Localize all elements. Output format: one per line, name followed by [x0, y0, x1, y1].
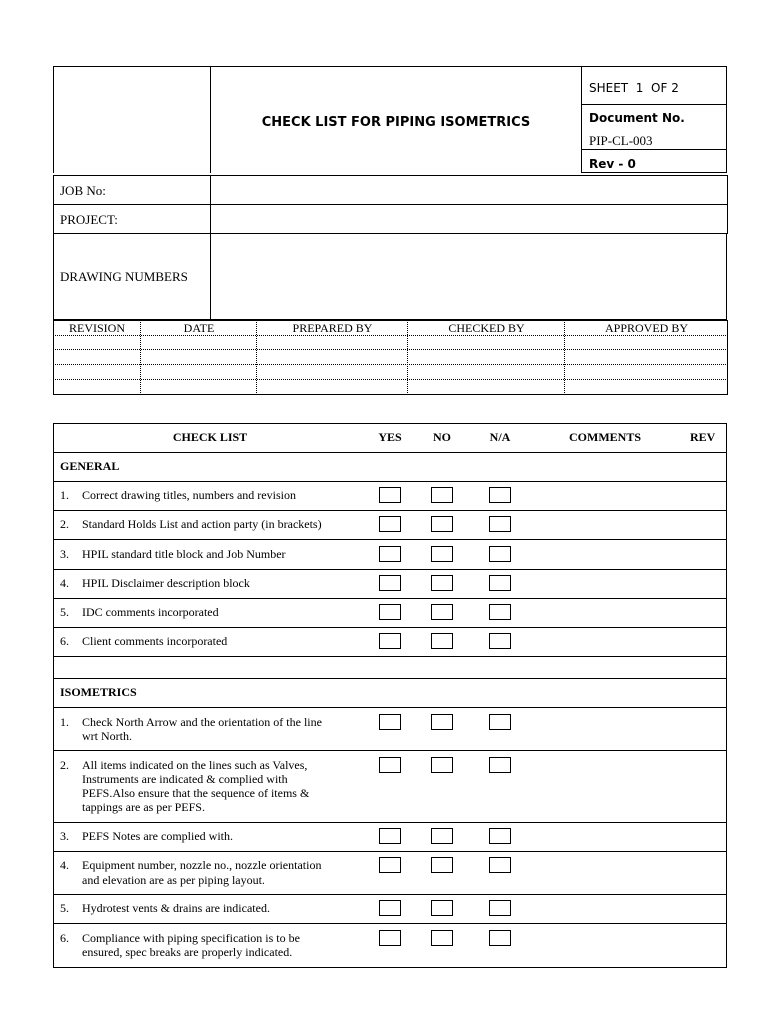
item-number: 2.	[60, 517, 69, 531]
no-checkbox[interactable]	[431, 516, 453, 532]
header-no: NO	[433, 430, 451, 444]
header-yes: YES	[378, 430, 402, 444]
item-text-line: wrt North.	[82, 729, 132, 743]
yes-checkbox[interactable]	[379, 714, 401, 730]
revision-header-prepared-by: PREPARED BY	[292, 321, 373, 335]
item-text: HPIL Disclaimer description block	[82, 576, 250, 590]
item-text-line: PEFS.Also ensure that the sequence of items &	[82, 786, 310, 800]
yes-checkbox[interactable]	[379, 604, 401, 620]
item-text-line: All items indicated on the lines such as Valves,	[82, 758, 308, 772]
item-text-line: Check North Arrow and the orientation of the line	[82, 715, 322, 729]
item-text-line: Equipment number, nozzle no., nozzle orientation	[82, 858, 322, 872]
document-label: Document No.	[589, 111, 685, 125]
item-text-line: ensured, spec breaks are properly indicated.	[82, 945, 293, 959]
no-checkbox[interactable]	[431, 828, 453, 844]
yes-checkbox[interactable]	[379, 575, 401, 591]
item-text-line: tappings are as per PEFS.	[82, 800, 205, 814]
document-number: PIP-CL-003	[589, 133, 653, 148]
yes-checkbox[interactable]	[379, 757, 401, 773]
yes-checkbox[interactable]	[379, 487, 401, 503]
yes-checkbox[interactable]	[379, 828, 401, 844]
item-number: 4.	[60, 858, 69, 872]
yes-checkbox[interactable]	[379, 930, 401, 946]
revision-header-checked-by: CHECKED BY	[448, 321, 525, 335]
no-checkbox[interactable]	[431, 930, 453, 946]
item-number: 6.	[60, 634, 69, 648]
revision-header-approved-by: APPROVED BY	[604, 321, 688, 335]
drawing-numbers-field[interactable]	[211, 234, 726, 319]
yes-checkbox[interactable]	[379, 546, 401, 562]
na-checkbox[interactable]	[489, 828, 511, 844]
yes-checkbox[interactable]	[379, 857, 401, 873]
na-checkbox[interactable]	[489, 546, 511, 562]
item-text: Standard Holds List and action party (in brackets)	[82, 517, 322, 531]
item-text: HPIL standard title block and Job Number	[82, 547, 286, 561]
item-number: 5.	[60, 901, 69, 915]
item-text: Correct drawing titles, numbers and revision	[82, 488, 296, 502]
revision-header-date: DATE	[183, 321, 215, 335]
na-checkbox[interactable]	[489, 633, 511, 649]
job-number-field[interactable]	[211, 176, 727, 204]
na-checkbox[interactable]	[489, 575, 511, 591]
section-title-general: GENERAL	[60, 459, 120, 473]
item-number: 4.	[60, 576, 69, 590]
no-checkbox[interactable]	[431, 714, 453, 730]
no-checkbox[interactable]	[431, 575, 453, 591]
item-text: IDC comments incorporated	[82, 605, 219, 619]
project-field[interactable]	[211, 205, 727, 233]
revision-header-revision: REVISION	[69, 321, 125, 335]
header-comments: COMMENTS	[569, 430, 641, 444]
section-title-isometrics: ISOMETRICS	[60, 685, 137, 699]
yes-checkbox[interactable]	[379, 633, 401, 649]
na-checkbox[interactable]	[489, 900, 511, 916]
page-title: CHECK LIST FOR PIPING ISOMETRICS	[261, 115, 531, 130]
item-text-line: Instruments are indicated & complied with	[82, 772, 288, 786]
item-number: 6.	[60, 931, 69, 945]
item-number: 3.	[60, 829, 69, 843]
na-checkbox[interactable]	[489, 604, 511, 620]
item-text: Client comments incorporated	[82, 634, 228, 648]
header-check-list: CHECK LIST	[172, 430, 248, 444]
no-checkbox[interactable]	[431, 604, 453, 620]
project-label: PROJECT:	[60, 212, 118, 227]
item-number: 1.	[60, 488, 69, 502]
item-text-line: Hydrotest vents & drains are indicated.	[82, 901, 270, 915]
na-checkbox[interactable]	[489, 714, 511, 730]
no-checkbox[interactable]	[431, 757, 453, 773]
item-number: 2.	[60, 758, 69, 772]
job-label: JOB No:	[60, 183, 106, 198]
no-checkbox[interactable]	[431, 633, 453, 649]
no-checkbox[interactable]	[431, 900, 453, 916]
item-text-line: and elevation are as per piping layout.	[82, 873, 265, 887]
item-text-line: PEFS Notes are complied with.	[82, 829, 233, 843]
na-checkbox[interactable]	[489, 757, 511, 773]
na-checkbox[interactable]	[489, 857, 511, 873]
revision-label: Rev - 0	[589, 157, 636, 171]
item-number: 3.	[60, 547, 69, 561]
item-number: 1.	[60, 715, 69, 729]
yes-checkbox[interactable]	[379, 900, 401, 916]
na-checkbox[interactable]	[489, 516, 511, 532]
sheet-number: SHEET 1 OF 2	[589, 81, 679, 95]
no-checkbox[interactable]	[431, 487, 453, 503]
header-rev: REV	[690, 430, 716, 444]
item-text-line: Compliance with piping specification is to be	[82, 931, 300, 945]
na-checkbox[interactable]	[489, 930, 511, 946]
drawing-numbers-label: DRAWING NUMBERS	[60, 269, 188, 284]
header-na: N/A	[489, 430, 511, 444]
yes-checkbox[interactable]	[379, 516, 401, 532]
no-checkbox[interactable]	[431, 857, 453, 873]
no-checkbox[interactable]	[431, 546, 453, 562]
na-checkbox[interactable]	[489, 487, 511, 503]
item-number: 5.	[60, 605, 69, 619]
